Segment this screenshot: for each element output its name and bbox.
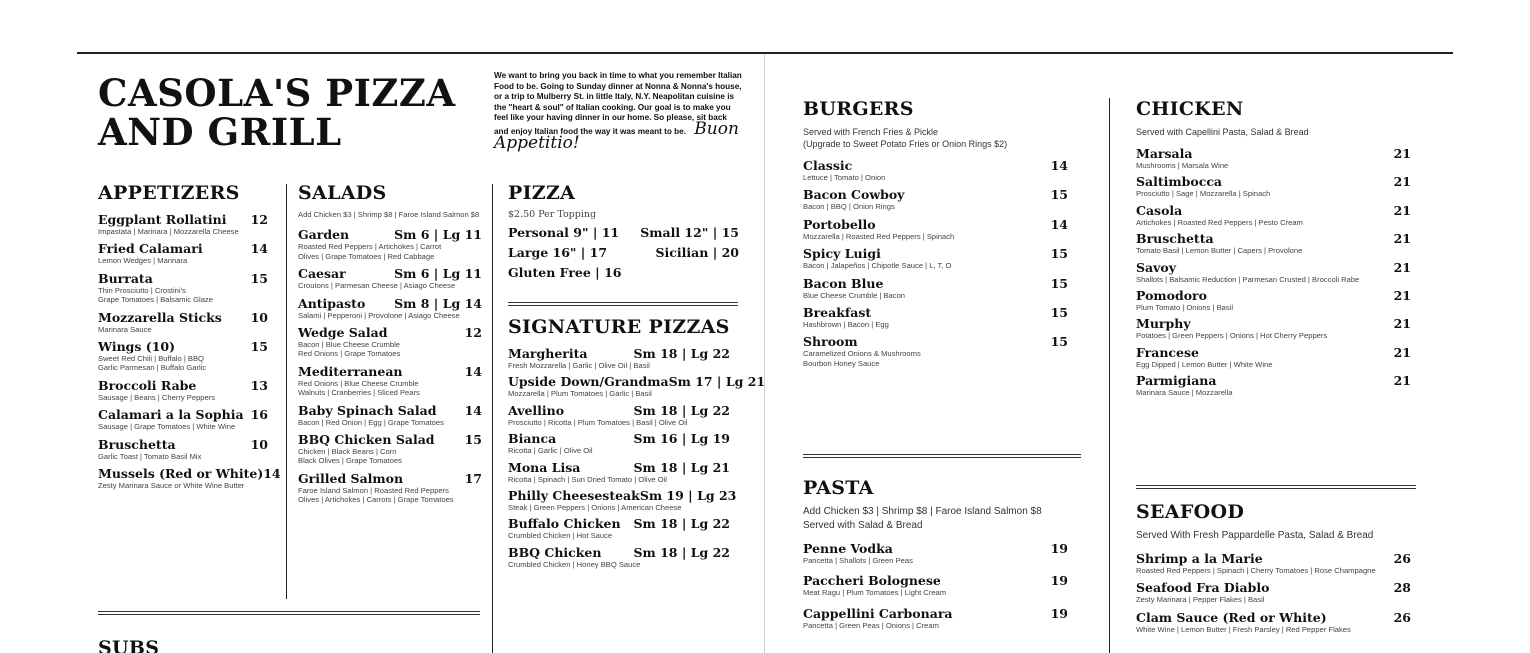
item-description: Tomato Basil | Lemon Butter | Capers | Provolone [1136, 246, 1303, 256]
menu-item [508, 431, 730, 455]
menu-item [803, 541, 1068, 565]
item-price: 15 [1050, 187, 1068, 203]
menu-item [298, 403, 482, 427]
menu-item [508, 488, 737, 513]
item-price: 21 [1393, 288, 1411, 304]
item-description: Meat Ragu | Plum Tomatoes | Light Cream [803, 588, 947, 598]
item-price: 21 [1393, 316, 1411, 332]
menu-item [1136, 551, 1411, 575]
menu-item [98, 271, 268, 305]
item-price: 15 [1050, 246, 1068, 262]
burgers-divider [803, 454, 1081, 458]
item-name: Marsala [1136, 146, 1193, 161]
burgers-heading: BURGERS [803, 98, 914, 120]
menu-item [98, 310, 268, 334]
item-name: Avellino [508, 402, 565, 418]
item-price: 13 [250, 377, 268, 393]
menu-item-row [98, 310, 268, 325]
menu-page [77, 52, 1453, 653]
item-description: Fresh Mozzarella | Garlic | Olive Oil | Basil [508, 361, 650, 370]
menu-item [803, 246, 1068, 270]
menu-item [98, 378, 268, 402]
item-price: 14 [1050, 158, 1068, 173]
appetizers-section [98, 182, 281, 491]
menu-item-row [803, 541, 1068, 556]
menu-item [1136, 345, 1411, 369]
item-name: Pomodoro [1136, 288, 1207, 304]
item-price: Sm 19 | Lg 23 [639, 488, 737, 504]
item-description: Lemon Wedges | Marinara [98, 256, 188, 266]
item-description: Sausage | Grape Tomatoes | White Wine [98, 422, 236, 432]
item-description: Roasted Red Peppers | Artichokes | Carrot Olives | Grape Tomatoes | Red Cabbage [298, 242, 442, 261]
pasta-note: Served with Salad & Bread [803, 520, 923, 531]
item-name: Wedge Salad [298, 325, 388, 341]
menu-item [98, 212, 268, 236]
menu-item [98, 466, 281, 491]
pizza-size-row [508, 263, 739, 283]
menu-item-row [1136, 610, 1411, 625]
item-name: Spicy Luigi [803, 246, 881, 262]
item-price: 28 [1393, 580, 1411, 596]
menu-item-row [298, 403, 482, 418]
pizza-size: Gluten Free | 16 [508, 265, 622, 281]
item-price: 10 [250, 436, 268, 452]
item-description: Caramelized Onions & Mushrooms Bourbon Honey Sauce [803, 349, 921, 368]
menu-item [1136, 288, 1411, 312]
menu-item-row [508, 374, 766, 390]
seafood-section [1136, 501, 1411, 634]
menu-item-row [803, 305, 1068, 320]
item-description: Zesty Marinara Sauce or White Wine Butter [98, 481, 245, 491]
item-name: Saltimbocca [1136, 174, 1223, 190]
item-price: 21 [1393, 344, 1411, 360]
item-price: 21 [1393, 202, 1411, 218]
pizza-note: $2.50 Per Topping [508, 209, 597, 220]
menu-item [298, 227, 482, 261]
item-price: Sm 18 | Lg 22 [633, 516, 730, 532]
menu-item [803, 334, 1068, 368]
menu-item-row [803, 158, 1068, 173]
item-name: Paccheri Bolognese [803, 573, 941, 589]
subs-section [98, 637, 268, 653]
item-price: 21 [1393, 174, 1411, 190]
menu-item [803, 276, 1068, 300]
item-name: Caesar [298, 266, 346, 282]
item-price: Sm 18 | Lg 22 [633, 402, 730, 418]
menu-item [298, 471, 482, 505]
menu-item [803, 573, 1068, 597]
item-name: BBQ Chicken [508, 544, 602, 560]
menu-item-row [508, 403, 730, 418]
item-description: Mozzarella | Plum Tomatoes | Garlic | Basil [508, 389, 652, 399]
menu-item [98, 339, 268, 373]
burgers-list [803, 158, 1068, 368]
seafood-list [1136, 551, 1411, 634]
item-description: Lettuce | Tomato | Onion [803, 173, 886, 182]
item-price: Sm 6 | Lg 11 [394, 227, 482, 243]
salads-section [298, 182, 482, 505]
menu-item-row [98, 212, 268, 227]
subs-divider [98, 611, 480, 615]
item-description: Roasted Red Peppers | Spinach | Cherry Tomatoes | Rose Champagne [1136, 566, 1376, 575]
item-name: Buffalo Chicken [508, 516, 621, 532]
item-price: 15 [250, 270, 268, 286]
item-description: Bacon | Red Onion | Egg | Grape Tomatoes [298, 417, 444, 427]
menu-item-row [98, 339, 268, 354]
burgers-note: (Upgrade to Sweet Potato Fries or Onion Rings $2) [803, 139, 1008, 149]
item-price: 26 [1393, 609, 1411, 625]
menu-item-row [803, 334, 1068, 349]
item-description: Faroe Island Salmon | Roasted Red Peppers Olives | Artichokes | Carrots | Grape Tomatoes [298, 485, 454, 505]
menu-item-row [803, 573, 1068, 588]
item-price: 15 [1050, 275, 1068, 291]
item-price: 12 [250, 212, 268, 227]
menu-item-row [1136, 260, 1411, 275]
item-description: Bacon | BBQ | Onion Rings [803, 202, 895, 212]
item-price: 14 [464, 363, 482, 379]
item-price: 14 [1050, 216, 1068, 232]
menu-item-row [1136, 146, 1411, 161]
item-description: Red Onions | Blue Cheese Crumble Walnuts | Cranberries | Sliced Pears [298, 378, 420, 398]
chicken-divider [1136, 485, 1416, 489]
burgers-chicken-divider [1109, 98, 1110, 653]
item-description: Marinara Sauce | Mozzarella [1136, 388, 1233, 398]
menu-item-row [298, 471, 482, 486]
item-description: Marinara Sauce [98, 324, 152, 334]
item-name: Eggplant Rollatini [98, 212, 227, 227]
item-name: Mediterranean [298, 363, 403, 379]
item-price: Sm 6 | Lg 11 [394, 266, 482, 282]
item-description: Prosciutto | Ricotta | Plum Tomatoes | Basil | Olive Oil [508, 417, 688, 427]
item-description: Thin Prosciutto | Crostini's Grape Tomatoes | Balsamic Glaze [98, 285, 213, 305]
intro-signature: Buon Appetitio! [494, 118, 739, 153]
item-price: Sm 18 | Lg 22 [633, 346, 730, 361]
item-price: Sm 17 | Lg 21 [668, 374, 766, 390]
menu-item [298, 432, 482, 466]
menu-item-row [508, 516, 730, 531]
menu-item [98, 407, 268, 431]
item-name: Mona Lisa [508, 459, 581, 475]
menu-item-row [1136, 580, 1411, 595]
item-description: Egg Dipped | Lemon Butter | White Wine [1136, 359, 1273, 369]
intro-text: We want to bring you back in time to what you remember Italian Food to be. Going to Sunday dinner at Nonna & Nonna's house, or a trip to Mulberry St. in little Italy, N.Y. Neapolitan cuisine is the "heart & soul" of Italian cooking. Our goal is to make you feel like your having dinner in our home. So please, sit back and enjoy Italian food the way it was meant to be. [494, 71, 742, 136]
menu-item-row [508, 431, 730, 446]
menu-item-row [298, 266, 482, 281]
item-price: 17 [464, 470, 482, 486]
menu-item [508, 346, 730, 370]
page-fold [764, 54, 765, 653]
item-description: Chicken | Black Beans | Corn Black Olives | Grape Tomatoes [298, 447, 402, 466]
item-description: Artichokes | Roasted Red Peppers | Pesto Cream [1136, 217, 1303, 227]
menu-item-row [508, 346, 730, 361]
signature-pizzas-heading: SIGNATURE PIZZAS [508, 316, 730, 338]
menu-item-row [298, 296, 482, 311]
restaurant-title: CASOLA'S PIZZA AND GRILL [98, 71, 456, 154]
menu-item-row [98, 241, 268, 256]
pizza-size-row [508, 223, 739, 243]
burgers-note: Served with French Fries & Pickle [803, 127, 939, 137]
menu-item [98, 241, 268, 265]
menu-item [298, 325, 482, 359]
item-name: Antipasto [298, 295, 366, 311]
item-price: 14 [250, 241, 268, 257]
menu-item-row [98, 378, 268, 393]
menu-item-row [1136, 288, 1411, 303]
item-description: Mushrooms | Marsala Wine [1136, 161, 1229, 170]
pizza-size: Small 12" | 15 [640, 225, 739, 241]
item-price: Sm 18 | Lg 21 [633, 459, 730, 475]
item-name: Clam Sauce (Red or White) [1136, 609, 1327, 625]
item-description: Prosciutto | Sage | Mozzarella | Spinach [1136, 189, 1271, 199]
item-name: Baby Spinach Salad [298, 402, 437, 418]
item-description: Sausage | Beans | Cherry Peppers [98, 392, 216, 402]
menu-item [1136, 260, 1411, 284]
menu-item-row [98, 437, 268, 452]
appetizers-list [98, 212, 281, 491]
menu-item [1136, 146, 1411, 170]
item-price: 21 [1393, 259, 1411, 275]
menu-item-row [298, 364, 482, 379]
menu-item [298, 364, 482, 398]
item-name: Bruschetta [98, 436, 176, 452]
item-price: 21 [1393, 231, 1411, 247]
item-description: Steak | Green Peppers | Onions | American Cheese [508, 503, 682, 513]
item-description: Garlic Toast | Tomato Basil Mix [98, 451, 202, 461]
pizza-divider [508, 302, 738, 306]
item-price: Sm 18 | Lg 22 [633, 544, 730, 560]
item-price: 19 [1050, 605, 1068, 621]
item-price: 10 [250, 309, 268, 325]
item-name: Garden [298, 227, 350, 243]
menu-item [1136, 610, 1411, 634]
menu-item [98, 437, 268, 461]
item-description: Impastata | Marinara | Mozzarella Cheese [98, 227, 239, 236]
burgers-section [803, 98, 1068, 368]
salads-note: Add Chicken $3 | Shrimp $8 | Faroe Island Salmon $8 [298, 210, 480, 219]
menu-item [803, 158, 1068, 182]
item-description: Ricotta | Spinach | Sun Dried Tomato | Olive Oil [508, 474, 667, 484]
menu-item-row [1136, 316, 1411, 331]
item-price: 15 [1050, 334, 1068, 350]
pasta-note: Add Chicken $3 | Shrimp $8 | Faroe Island Salmon $8 [803, 506, 1042, 517]
item-description: Croutons | Parmesan Cheese | Asiago Cheese [298, 281, 456, 291]
item-name: Burrata [98, 270, 153, 286]
item-name: Cappellini Carbonara [803, 605, 953, 621]
menu-item-row [803, 276, 1068, 291]
item-name: Classic [803, 158, 853, 173]
item-name: Bacon Cowboy [803, 187, 905, 203]
item-name: Bruschetta [1136, 231, 1214, 247]
item-name: Casola [1136, 202, 1183, 218]
menu-item [298, 296, 482, 320]
chicken-heading: CHICKEN [1136, 98, 1244, 120]
menu-item [1136, 373, 1411, 397]
menu-item [508, 403, 730, 427]
pizza-heading: PIZZA [508, 182, 576, 204]
menu-item-row [1136, 551, 1411, 566]
item-name: Wings (10) [98, 339, 176, 355]
menu-item-row [98, 466, 281, 482]
item-price: 15 [1050, 305, 1068, 321]
item-price: 19 [1050, 573, 1068, 589]
item-description: Pancetta | Green Peas | Onions | Cream [803, 620, 939, 630]
item-price: Sm 16 | Lg 19 [633, 431, 730, 447]
item-price: 16 [250, 407, 268, 423]
item-name: Bianca [508, 431, 557, 447]
item-name: Seafood Fra Diablo [1136, 580, 1270, 596]
item-description: Sweet Red Chili | Buffalo | BBQ Garlic Parmesan | Buffalo Garlic [98, 354, 207, 373]
item-name: Broccoli Rabe [98, 377, 197, 393]
menu-item-row [98, 271, 268, 286]
item-name: Upside Down/Grandma [508, 374, 669, 390]
salads-list [298, 227, 482, 504]
menu-item [803, 606, 1068, 630]
item-description: Plum Tomato | Onions | Basil [1136, 303, 1234, 313]
item-description: Pancetta | Shallots | Green Peas [803, 556, 913, 565]
item-name: Shrimp a la Marie [1136, 551, 1263, 566]
item-price: Sm 8 | Lg 14 [394, 295, 482, 311]
item-name: Philly Cheesesteak [508, 488, 640, 504]
item-name: Bacon Blue [803, 275, 884, 291]
signature-pizzas-list [508, 346, 766, 569]
item-name: Breakfast [803, 305, 872, 321]
item-description: Salami | Pepperoni | Provolone | Asiago Cheese [298, 310, 460, 320]
item-description: Zesty Marinara | Pepper Flakes | Basil [1136, 595, 1265, 605]
menu-item-row [1136, 231, 1411, 246]
seafood-note: Served With Fresh Pappardelle Pasta, Salad & Bread [1136, 530, 1374, 541]
menu-item-row [803, 246, 1068, 261]
item-name: Parmigiana [1136, 373, 1217, 389]
item-description: Hashbrown | Bacon | Egg [803, 320, 889, 330]
menu-item [1136, 316, 1411, 340]
menu-item-row [508, 460, 730, 475]
menu-item-row [1136, 174, 1411, 189]
pasta-heading: PASTA [803, 477, 874, 499]
item-name: Calamari a la Sophia [98, 407, 244, 423]
item-price: 19 [1050, 541, 1068, 556]
menu-item [508, 374, 766, 399]
chicken-list [1136, 146, 1411, 398]
signature-pizzas-section [508, 316, 766, 569]
item-name: Grilled Salmon [298, 470, 404, 486]
item-description: Bacon | Jalapeños | Chipotle Sauce | L, T, O [803, 261, 952, 271]
intro-paragraph [494, 71, 742, 151]
pizza-size: Sicilian | 20 [655, 245, 739, 261]
menu-item-row [1136, 203, 1411, 218]
item-name: Murphy [1136, 316, 1191, 332]
salads-pizza-divider [492, 184, 493, 653]
menu-item [508, 545, 730, 569]
item-name: Margherita [508, 346, 588, 361]
item-description: White Wine | Lemon Butter | Fresh Parsley | Red Pepper Flakes [1136, 624, 1351, 634]
item-description: Crumbled Chicken | Hot Sauce [508, 531, 613, 541]
menu-item [1136, 174, 1411, 198]
item-price: 26 [1393, 551, 1411, 566]
salads-heading: SALADS [298, 182, 387, 204]
item-price: 21 [1393, 146, 1411, 161]
item-name: Mozzarella Sticks [98, 309, 222, 325]
item-description: Blue Cheese Crumble | Bacon [803, 290, 906, 300]
menu-item-row [98, 407, 268, 422]
menu-item [803, 217, 1068, 241]
item-description: Ricotta | Garlic | Olive Oil [508, 446, 593, 456]
item-name: Francese [1136, 344, 1199, 360]
item-name: Fried Calamari [98, 241, 203, 257]
chicken-note: Served with Capellini Pasta, Salad & Bread [1136, 127, 1309, 137]
pizza-sizes [508, 223, 739, 283]
menu-item-row [803, 217, 1068, 232]
item-name: Portobello [803, 216, 876, 232]
menu-item [1136, 203, 1411, 227]
menu-item [508, 460, 730, 484]
item-price: 14 [263, 466, 281, 482]
item-price: 15 [464, 432, 482, 448]
appetizers-heading: APPETIZERS [98, 182, 240, 204]
menu-item-row [803, 187, 1068, 202]
menu-item-row [1136, 373, 1411, 388]
menu-item [1136, 231, 1411, 255]
menu-item-row [508, 545, 730, 560]
menu-item-row [803, 606, 1068, 621]
item-price: 15 [250, 339, 268, 355]
pizza-section [508, 182, 739, 283]
pasta-list [803, 541, 1068, 630]
item-name: Penne Vodka [803, 541, 893, 556]
pizza-size: Personal 9" | 11 [508, 225, 620, 241]
item-description: Potatoes | Green Peppers | Onions | Hot Cherry Peppers [1136, 331, 1328, 341]
item-price: 12 [464, 325, 482, 341]
menu-item [1136, 580, 1411, 604]
item-name: Mussels (Red or White) [98, 466, 264, 482]
item-name: Savoy [1136, 259, 1176, 275]
pizza-size-row [508, 243, 739, 263]
item-description: Shallots | Balsamic Reduction | Parmesan Crusted | Broccoli Rabe [1136, 274, 1360, 284]
menu-item-row [298, 227, 482, 242]
item-name: Shroom [803, 334, 858, 350]
menu-item-row [298, 432, 482, 447]
menu-item-row [298, 325, 482, 340]
menu-item [803, 187, 1068, 211]
menu-item [298, 266, 482, 290]
subs-heading: SUBS [98, 637, 160, 653]
menu-item [803, 305, 1068, 329]
item-price: 14 [464, 402, 482, 418]
item-description: Crumbled Chicken | Honey BBQ Sauce [508, 559, 641, 569]
menu-item-row [508, 488, 737, 504]
pizza-size: Large 16" | 17 [508, 245, 608, 261]
item-price: 21 [1393, 373, 1411, 389]
item-description: Mozzarella | Roasted Red Peppers | Spinach [803, 231, 955, 241]
item-name: BBQ Chicken Salad [298, 432, 435, 448]
seafood-heading: SEAFOOD [1136, 501, 1245, 523]
menu-item [508, 516, 730, 540]
item-description: Bacon | Blue Cheese Crumble Red Onions | Grape Tomatoes [298, 340, 401, 359]
pasta-section [803, 477, 1068, 630]
menu-item-row [1136, 345, 1411, 360]
appetizers-salads-divider [286, 184, 287, 599]
chicken-section [1136, 98, 1411, 398]
